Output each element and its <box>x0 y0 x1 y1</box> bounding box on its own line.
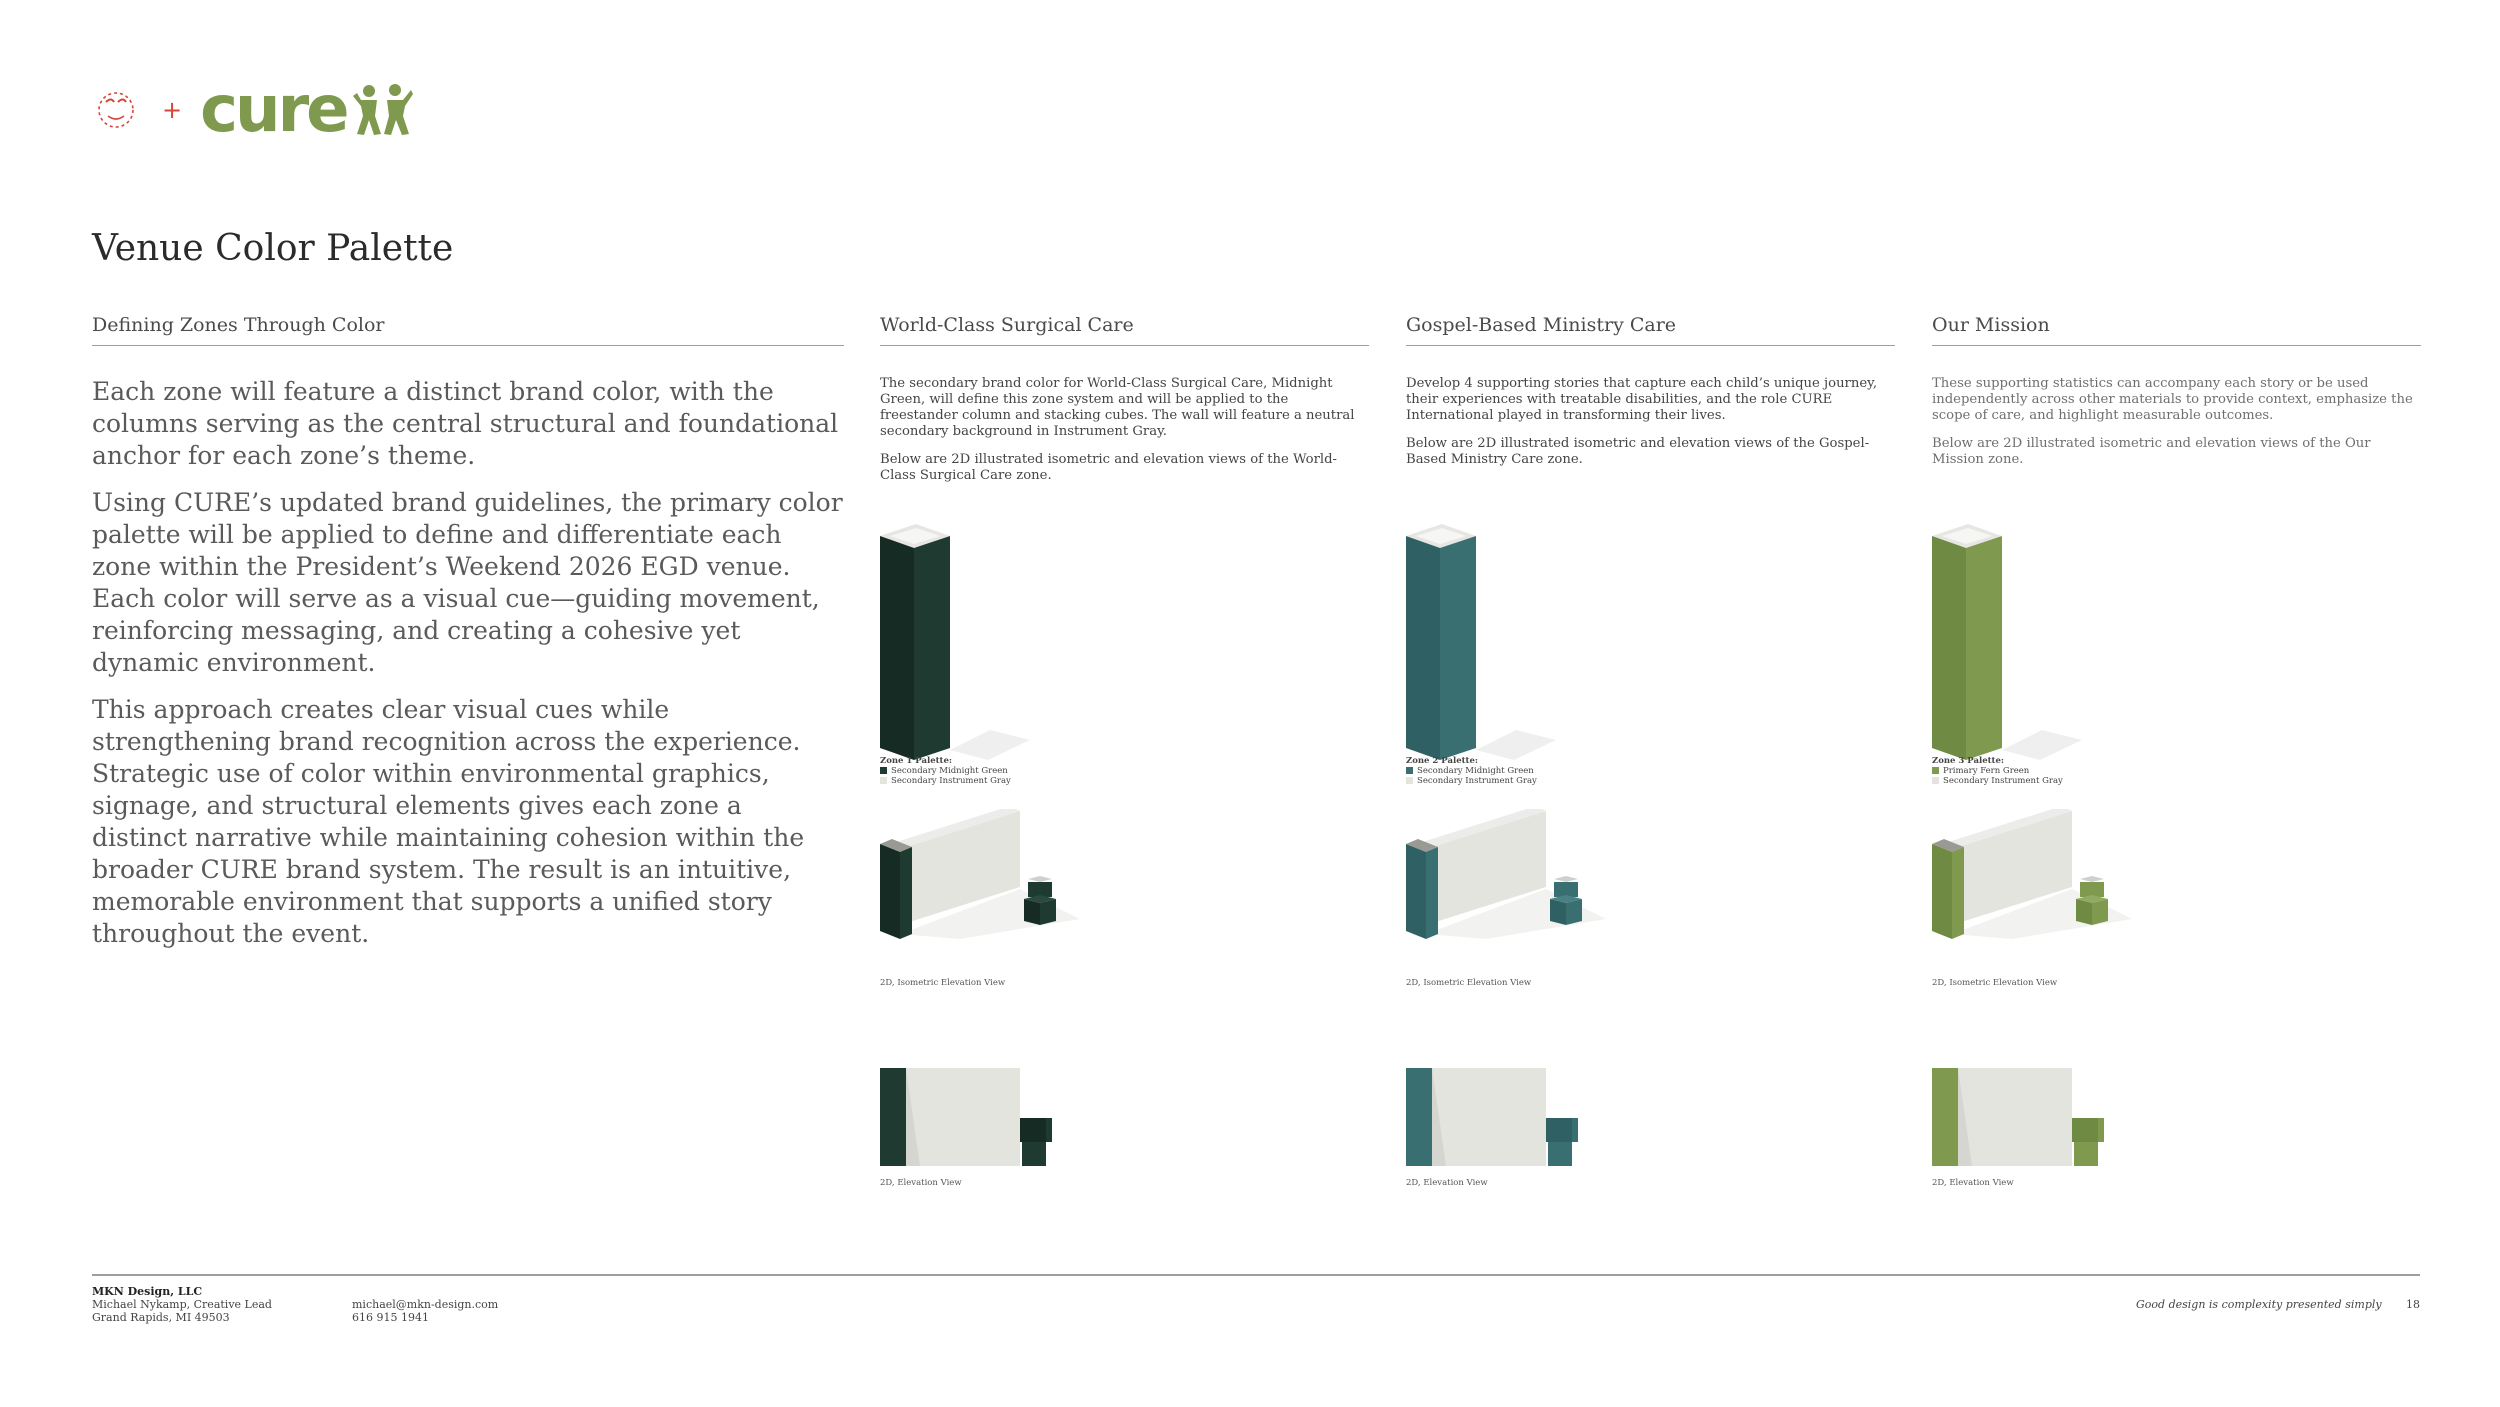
swatch <box>1406 767 1413 774</box>
column-isometric <box>880 524 1030 764</box>
zone-column-1 <box>880 314 1369 1188</box>
lead-paragraph: This approach creates clear visual cues while strengthening brand recognition across the experience. Strategic use of color within environmental graphics, signage, and structural elements gives each zone a distinct narrative while maintaining cohesion within the broader CURE brand system. The result is an intuitive, memorable environment that supports a unified story throughout the event. <box>92 695 805 948</box>
zone-isometric-view <box>880 809 1100 939</box>
palette-title: Zone 2 Palette: <box>1406 756 1479 766</box>
palette-title: Zone 1 Palette: <box>880 756 953 766</box>
zone-paragraph: Below are 2D illustrated isometric and elevation views of the Our Mission zone. <box>1932 436 2371 467</box>
cure-logo: cure <box>200 73 347 147</box>
zone-isometric-view <box>1932 809 2152 939</box>
elevation-caption: 2D, Elevation View <box>1406 1178 1488 1188</box>
swatch <box>880 777 887 784</box>
zone-elevation-view <box>1406 1066 1586 1166</box>
iso-caption: 2D, Isometric Elevation View <box>1932 978 2058 988</box>
swatch <box>1406 777 1413 784</box>
footer-company-block <box>92 1285 272 1324</box>
footer-phone: 616 915 1941 <box>352 1311 429 1324</box>
lead-paragraph: Using CURE’s updated brand guidelines, the primary color palette will be applied to define and differentiate each zone within the President’s Weekend 2026 EGD venue. Each color will serve as a visual cue—guiding movement, reinforcing messaging, and creating a cohesive yet dynamic environment. <box>92 488 843 677</box>
elevation-caption: 2D, Elevation View <box>880 1178 962 1188</box>
zone-column-3 <box>1932 314 2421 1188</box>
zone-elevation-view <box>1932 1066 2112 1166</box>
palette-item: Secondary Midnight Green <box>891 766 1008 776</box>
palette-item: Secondary Midnight Green <box>1417 766 1534 776</box>
zone-heading: Gospel-Based Ministry Care <box>1406 314 1895 346</box>
page-title: Venue Color Palette <box>92 228 454 269</box>
cure-children-icon <box>351 82 413 138</box>
footer-divider <box>92 1274 2420 1276</box>
palette-item: Secondary Instrument Gray <box>1943 776 2063 786</box>
logo-plus: + <box>162 96 183 124</box>
column-isometric <box>1932 524 2082 764</box>
zone-body <box>1932 376 2421 468</box>
swatch <box>880 767 887 774</box>
palette-title: Zone 3 Palette: <box>1932 756 2005 766</box>
column-isometric <box>1406 524 1556 764</box>
swatch <box>1932 767 1939 774</box>
palette-legend <box>1932 756 2063 786</box>
swatch <box>1932 777 1939 784</box>
footer-company: MKN Design, LLC <box>92 1285 203 1298</box>
zone-paragraph: The secondary brand color for World-Class Surgical Care, Midnight Green, will define this zone system and will be applied to the freestander column and stacking cubes. The wall will feature a neutral secondary background in Instrument Gray. <box>880 376 1355 439</box>
zone-paragraph: Below are 2D illustrated isometric and elevation views of the Gospel-Based Ministry Care zone. <box>1406 436 1870 467</box>
footer-person: Michael Nykamp, Creative Lead <box>92 1298 272 1311</box>
zone-isometric-view <box>1406 809 1626 939</box>
zone-heading: Our Mission <box>1932 314 2421 346</box>
zone-paragraph: Below are 2D illustrated isometric and elevation views of the World-Class Surgical Care zone. <box>880 452 1338 483</box>
zone-elevation-view <box>880 1066 1060 1166</box>
zone-paragraph: Develop 4 supporting stories that capture each child’s unique journey, their experiences with treatable disabilities, and the role CURE International played in transforming their lives. <box>1406 376 1878 423</box>
iso-caption: 2D, Isometric Elevation View <box>1406 978 1532 988</box>
mkn-design-logo <box>92 86 140 134</box>
zone-body <box>880 376 1369 484</box>
zone-body <box>1406 376 1895 468</box>
elevation-caption: 2D, Elevation View <box>1932 1178 2014 1188</box>
lead-body <box>92 376 844 965</box>
zone-column-2 <box>1406 314 1895 1188</box>
iso-caption: 2D, Isometric Elevation View <box>880 978 1006 988</box>
palette-item: Secondary Instrument Gray <box>891 776 1011 786</box>
zone-heading: World-Class Surgical Care <box>880 314 1369 346</box>
logo-row <box>92 73 413 147</box>
palette-legend <box>880 756 1011 786</box>
lead-paragraph: Each zone will feature a distinct brand color, with the columns serving as the central structural and foundational anchor for each zone’s theme. <box>92 377 839 470</box>
palette-item: Primary Fern Green <box>1943 766 2030 776</box>
palette-legend <box>1406 756 1537 786</box>
page-number: 18 <box>2406 1298 2420 1311</box>
footer-contact-block <box>352 1298 498 1324</box>
footer-city: Grand Rapids, MI 49503 <box>92 1311 230 1324</box>
zone-paragraph: These supporting statistics can accompany each story or be used independently across other materials to provide context, emphasize the scope of care, and highlight measurable outcomes. <box>1932 376 2413 423</box>
footer-tagline: Good design is complexity presented simply <box>2136 1298 2382 1311</box>
lead-heading: Defining Zones Through Color <box>92 314 844 346</box>
footer-email[interactable]: michael@mkn-design.com <box>352 1298 499 1311</box>
palette-item: Secondary Instrument Gray <box>1417 776 1537 786</box>
